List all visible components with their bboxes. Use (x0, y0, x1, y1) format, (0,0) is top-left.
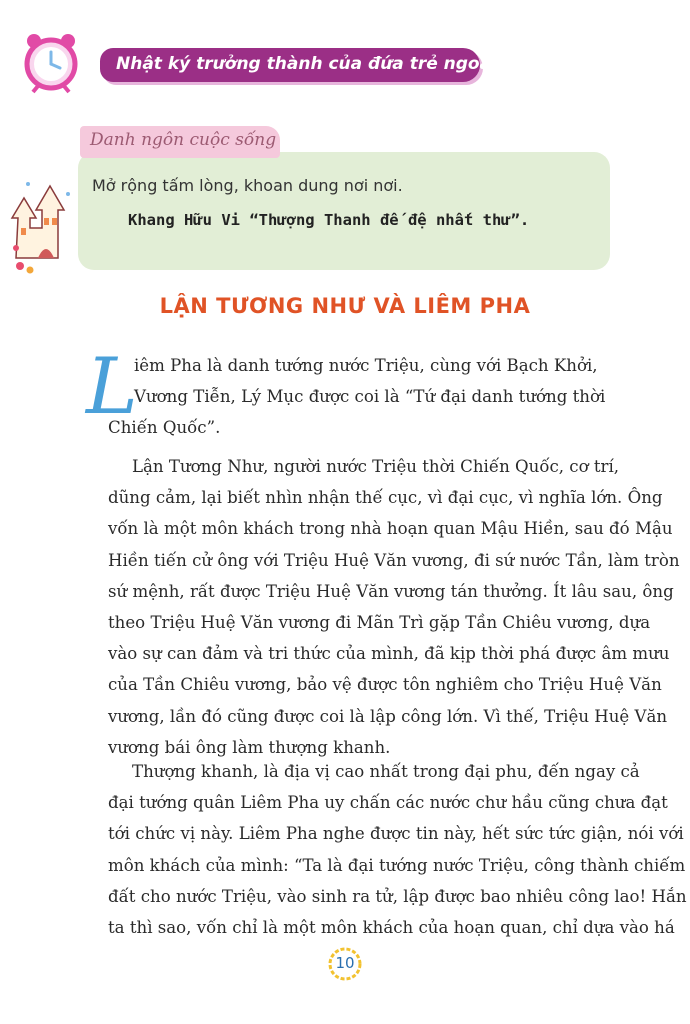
paragraph-2 (108, 451, 680, 763)
paragraph-line: Thượng khanh, là địa vị cao nhất trong đại phu, đến ngay cả (132, 762, 640, 781)
page-number-badge (327, 946, 363, 982)
paragraph-line: ta thì sao, vốn chỉ là một môn khách của hoạn quan, chỉ dựa vào há (108, 917, 675, 937)
quote-source: Khang Hữu Vi “Thượng Thanh đế đệ nhất thư”. (128, 211, 530, 229)
alarm-clock-icon (18, 28, 84, 94)
header-banner-text: Nhật ký trưởng thành của đứa trẻ ngoan (116, 54, 504, 74)
paragraph-line: đại tướng quân Liêm Pha uy chấn các nước chư hầu cũng chưa đạt (108, 793, 668, 813)
paragraph-line: sứ mệnh, rất được Triệu Huệ Văn vương tán thưởng. Ít lâu sau, ông (108, 581, 674, 601)
quote-tag-label: Danh ngôn cuộc sống (90, 130, 277, 150)
paragraph-line: đất cho nước Triệu, vào sinh ra tử, lập được bao nhiêu công lao! Hắn (108, 886, 687, 906)
header-banner (100, 48, 504, 82)
paragraph-line: Lận Tương Như, người nước Triệu thời Chiến Quốc, cơ trí, (132, 457, 620, 476)
page-number: 10 (335, 954, 355, 972)
paragraph-line: dũng cảm, lại biết nhìn nhận thế cục, vì đại cục, vì nghĩa lớn. Ông (108, 488, 663, 508)
paragraph-line: vương bái ông làm thượng khanh. (108, 737, 391, 757)
quote-text: Mở rộng tấm lòng, khoan dung nơi nơi. (92, 176, 403, 195)
paragraph-line: Chiến Quốc”. (108, 418, 221, 437)
paragraph-line: của Tần Chiêu vương, bảo vệ được tôn nghiêm cho Triệu Huệ Văn (108, 675, 662, 695)
drop-cap: L (86, 342, 138, 432)
paragraph-1 (134, 350, 634, 412)
castle-illustration-icon (8, 158, 88, 276)
paragraph-line: theo Triệu Huệ Văn vương đi Mãn Trì gặp Tần Chiêu vương, dựa (108, 612, 651, 632)
article-title: LẬN TƯƠNG NHƯ VÀ LIÊM PHA (159, 294, 531, 318)
paragraph-line: vương, lần đó cũng được coi là lập công lớn. Vì thế, Triệu Huệ Văn (108, 706, 668, 726)
paragraph-3 (108, 756, 687, 943)
paragraph-line: Hiền tiến cử ông với Triệu Huệ Văn vương, đi sứ nước Tần, làm tròn (108, 550, 680, 570)
paragraph-line: vào sự can đảm và tri thức của mình, đã kịp thời phá được âm mưu (108, 644, 670, 664)
paragraph-line: Vương Tiễn, Lý Mục được coi là “Tứ đại danh tướng thời (134, 387, 606, 407)
paragraph-line: môn khách của mình: “Ta là đại tướng nước Triệu, công thành chiếm (108, 855, 686, 875)
quote-tag (80, 126, 280, 158)
paragraph-line: iêm Pha là danh tướng nước Triệu, cùng với Bạch Khởi, (134, 356, 598, 375)
paragraph-1-tail (108, 412, 608, 443)
paragraph-line: tới chức vị này. Liêm Pha nghe được tin này, hết sức tức giận, nói với (108, 824, 684, 844)
paragraph-line: vốn là một môn khách trong nhà hoạn quan Mậu Hiền, sau đó Mậu (108, 519, 673, 539)
